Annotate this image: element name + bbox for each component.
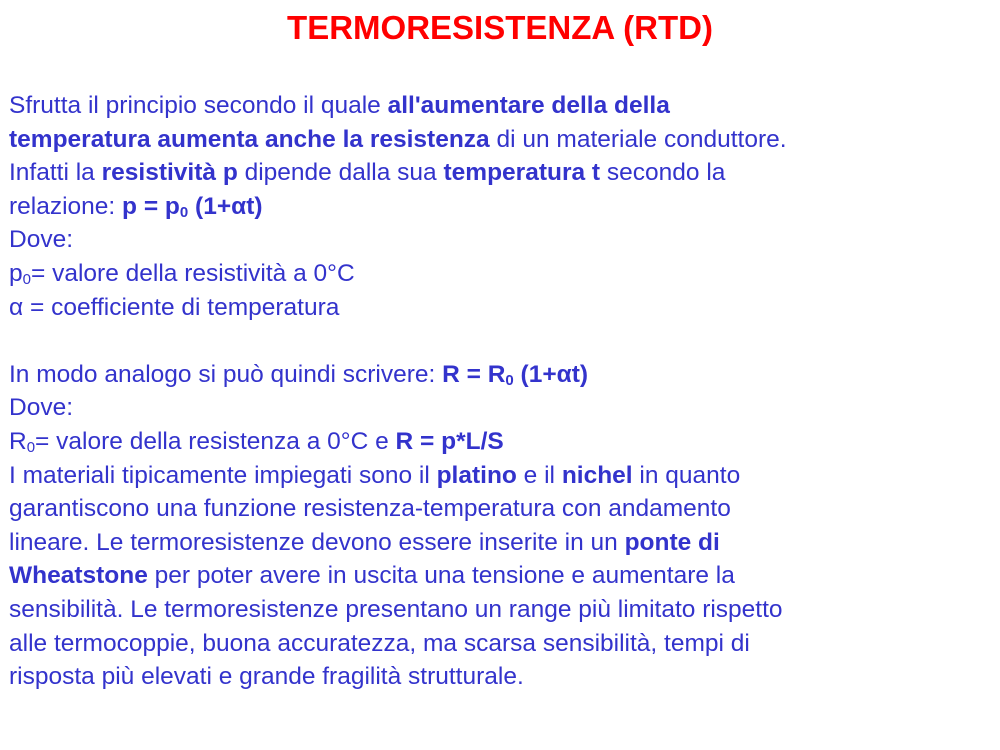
text-segment: lineare. Le termoresistenze devono essere inserite in un (9, 528, 625, 556)
text-segment: I materiali tipicamente impiegati sono il (9, 461, 437, 489)
text-segment: In modo analogo si può quindi scrivere: (9, 360, 443, 388)
text-line-materials (9, 459, 989, 493)
text-segment: secondo la (600, 159, 726, 187)
subscript: 0 (505, 371, 514, 389)
text-line-2 (9, 123, 989, 157)
slide-body (9, 89, 989, 694)
text-segment: e il (516, 461, 562, 489)
definition-r0-line (9, 425, 989, 459)
text-segment: R (9, 427, 27, 455)
formula-resistivity-line (9, 190, 989, 224)
text-segment: Infatti la (9, 159, 102, 187)
text-segment: p (9, 259, 23, 287)
formula-segment: p = p (122, 192, 180, 220)
text-line-1 (9, 89, 989, 123)
bold-segment: temperatura t (443, 159, 601, 187)
formula-resistance-line (9, 358, 989, 392)
text-line-12: garantiscono una funzione resistenza-temperatura con andamento (9, 495, 731, 523)
blank-line (9, 324, 989, 358)
formula-segment: (1+αt) (513, 360, 589, 388)
text-line-14 (9, 559, 989, 593)
bold-segment: Wheatstone (9, 562, 148, 590)
text-segment: in quanto (632, 461, 741, 489)
formula-segment: (1+αt) (188, 192, 263, 220)
subscript: 0 (22, 270, 31, 288)
definition-alpha-line: α = coefficiente di temperatura (9, 293, 340, 321)
text-segment: = valore della resistenza a 0°C e (35, 427, 396, 455)
text-segment: di un materiale conduttore. (489, 125, 787, 153)
bold-segment: all'aumentare della della (387, 92, 670, 119)
formula-segment: R = R (442, 360, 506, 388)
text-segment: per poter avere in uscita una tensione e aumentare la (147, 562, 735, 590)
text-segment: = valore della resistività a 0°C (30, 259, 355, 287)
bold-segment: platino (436, 461, 517, 489)
text-segment: relazione: (9, 192, 123, 220)
text-line-dove-1: Dove: (9, 226, 74, 254)
subscript: 0 (26, 438, 36, 456)
text-segment: Sfrutta il principio secondo il quale (9, 92, 388, 119)
bold-segment: temperatura aumenta anche la resistenza (9, 125, 490, 153)
text-line-16: alle termocoppie, buona accuratezza, ma scarsa sensibilità, tempi di (9, 629, 750, 657)
bold-segment: resistività p (101, 159, 238, 187)
text-line-15: sensibilità. Le termoresistenze presentano un range più limitato rispetto (9, 595, 783, 623)
text-segment: dipende dalla sua (237, 159, 444, 187)
slide-title: TERMORESISTENZA (RTD) (287, 9, 713, 46)
text-line-17: risposta più elevati e grande fragilità strutturale. (9, 663, 524, 691)
text-line-3 (9, 156, 989, 190)
text-line-13 (9, 526, 989, 560)
subscript: 0 (179, 203, 189, 221)
bold-segment: nichel (561, 461, 633, 489)
formula-segment: R = p*L/S (395, 427, 504, 455)
definition-p0-line (9, 257, 989, 291)
bold-segment: ponte di (624, 528, 720, 556)
text-line-dove-2: Dove: (9, 394, 74, 422)
